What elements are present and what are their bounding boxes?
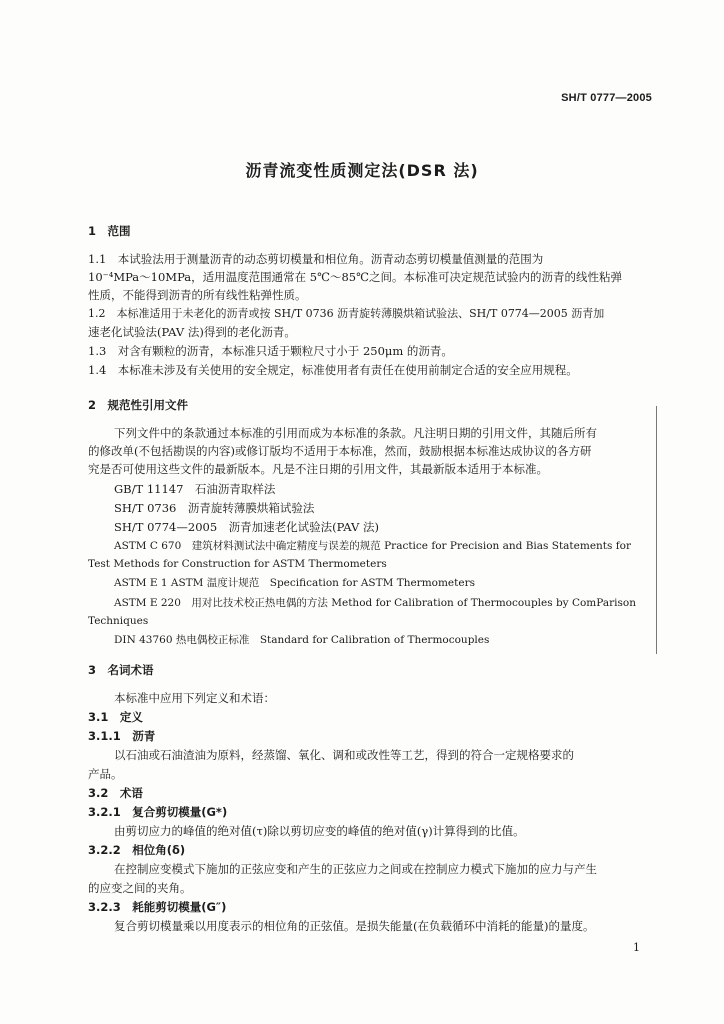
definition-phase-angle-line-1: 在控制应变模式下施加的正弦应变和产生的正弦应力之间或在控制应力模式下施加的应力与产生: [114, 862, 597, 876]
definition-asphalt-line-2: 产品。: [88, 767, 123, 781]
subsection-3-2-2-heading: 3.2.2 相位角(δ): [88, 843, 186, 857]
para-1-3: 1.3 对含有颗粒的沥青，本标准只适于颗粒尺寸小于 250μm 的沥青。: [88, 344, 453, 358]
definition-complex-shear-modulus: 由剪切应力的峰值的绝对值(τ)除以剪切应变的峰值的绝对值(γ)计算得到的比值。: [114, 824, 525, 838]
reference-astm-c670-line-1: ASTM C 670 建筑材料测试法中确定精度与误差的规范 Practice for Precision and Bias Statements for: [114, 540, 631, 552]
page-number: 1: [633, 941, 640, 954]
reference-sht-0736: SH/T 0736 沥青旋转薄膜烘箱试验法: [114, 501, 315, 515]
reference-gbt-11147: GB/T 11147 石油沥青取样法: [114, 482, 276, 496]
subsection-3-1-heading: 3.1 定义: [88, 710, 143, 724]
definition-asphalt-line-1: 以石油或石油渣油为原料，经蒸馏、氧化、调和或改性等工艺，得到的符合一定规格要求的: [114, 748, 574, 762]
document-title: 沥青流变性质测定法(DSR 法): [245, 161, 479, 180]
reference-astm-c670-line-2: Test Methods for Construction for ASTM Thermometers: [88, 558, 387, 570]
section-2-intro-line-1: 下列文件中的条款通过本标准的引用而成为本标准的条款。凡注明日期的引用文件，其随后所有: [114, 426, 597, 440]
section-3-heading: 3 名词术语: [88, 663, 154, 677]
para-1-1-line-3: 性质，不能得到沥青的所有线性粘弹性质。: [88, 288, 307, 302]
para-1-1-line-2: 10⁻⁴MPa～10MPa，适用温度范围通常在 5℃～85℃之间。本标准可决定规范试验内的沥青的线性粘弹: [88, 270, 622, 284]
section-2-heading: 2 规范性引用文件: [88, 398, 189, 412]
definition-phase-angle-line-2: 的应变之间的夹角。: [88, 881, 192, 895]
para-1-2-line-1: 1.2 本标准适用于未老化的沥青或按 SH/T 0736 沥青旋转薄膜烘箱试验法、SH/T 0774—2005 沥青加: [88, 307, 605, 320]
definition-loss-shear-modulus: 复合剪切模量乘以用度表示的相位角的正弦值。是损失能量(在负载循环中消耗的能量)的量度。: [114, 919, 595, 933]
subsection-3-2-3-heading: 3.2.3 耗能剪切模量(G″): [88, 900, 227, 914]
standard-code: SH/T 0777—2005: [561, 92, 652, 104]
subsection-3-2-heading: 3.2 术语: [88, 786, 143, 800]
reference-sht-0774: SH/T 0774—2005 沥青加速老化试验法(PAV 法): [114, 520, 379, 534]
reference-astm-e220-line-2: Techniques: [88, 615, 149, 627]
reference-astm-e1: ASTM E 1 ASTM 温度计规范 Specification for ASTM Thermometers: [114, 577, 475, 589]
subsection-3-1-1-heading: 3.1.1 沥青: [88, 729, 156, 743]
section-2-intro-line-3: 究是否可使用这些文件的最新版本。凡是不注日期的引用文件，其最新版本适用于本标准。: [88, 462, 548, 476]
reference-astm-e220-line-1: ASTM E 220 用对比技术校正热电偶的方法 Method for Calibration of Thermocouples by ComParison: [114, 597, 636, 609]
para-1-4: 1.4 本标准未涉及有关使用的安全规定，标准使用者有责任在使用前制定合适的安全应用规程。: [88, 363, 578, 377]
subsection-3-2-1-heading: 3.2.1 复合剪切模量(G*): [88, 805, 228, 819]
para-1-2-line-2: 速老化试验法(PAV 法)得到的老化沥青。: [88, 325, 296, 339]
section-2-intro-line-2: 的修改单(不包括勘误的内容)或修订版均不适用于本标准，然而，鼓励根据本标准达成协议的各方研: [88, 444, 592, 458]
section-1-heading: 1 范围: [88, 224, 131, 238]
reference-din-43760: DIN 43760 热电偶校正标准 Standard for Calibration of Thermocouples: [114, 634, 490, 646]
section-3-intro: 本标准中应用下列定义和术语：: [114, 691, 275, 705]
para-1-1-line-1: 1.1 本试验法用于测量沥青的动态剪切模量和相位角。沥青动态剪切模量值测量的范围为: [88, 252, 544, 266]
revision-bar: [656, 406, 657, 654]
